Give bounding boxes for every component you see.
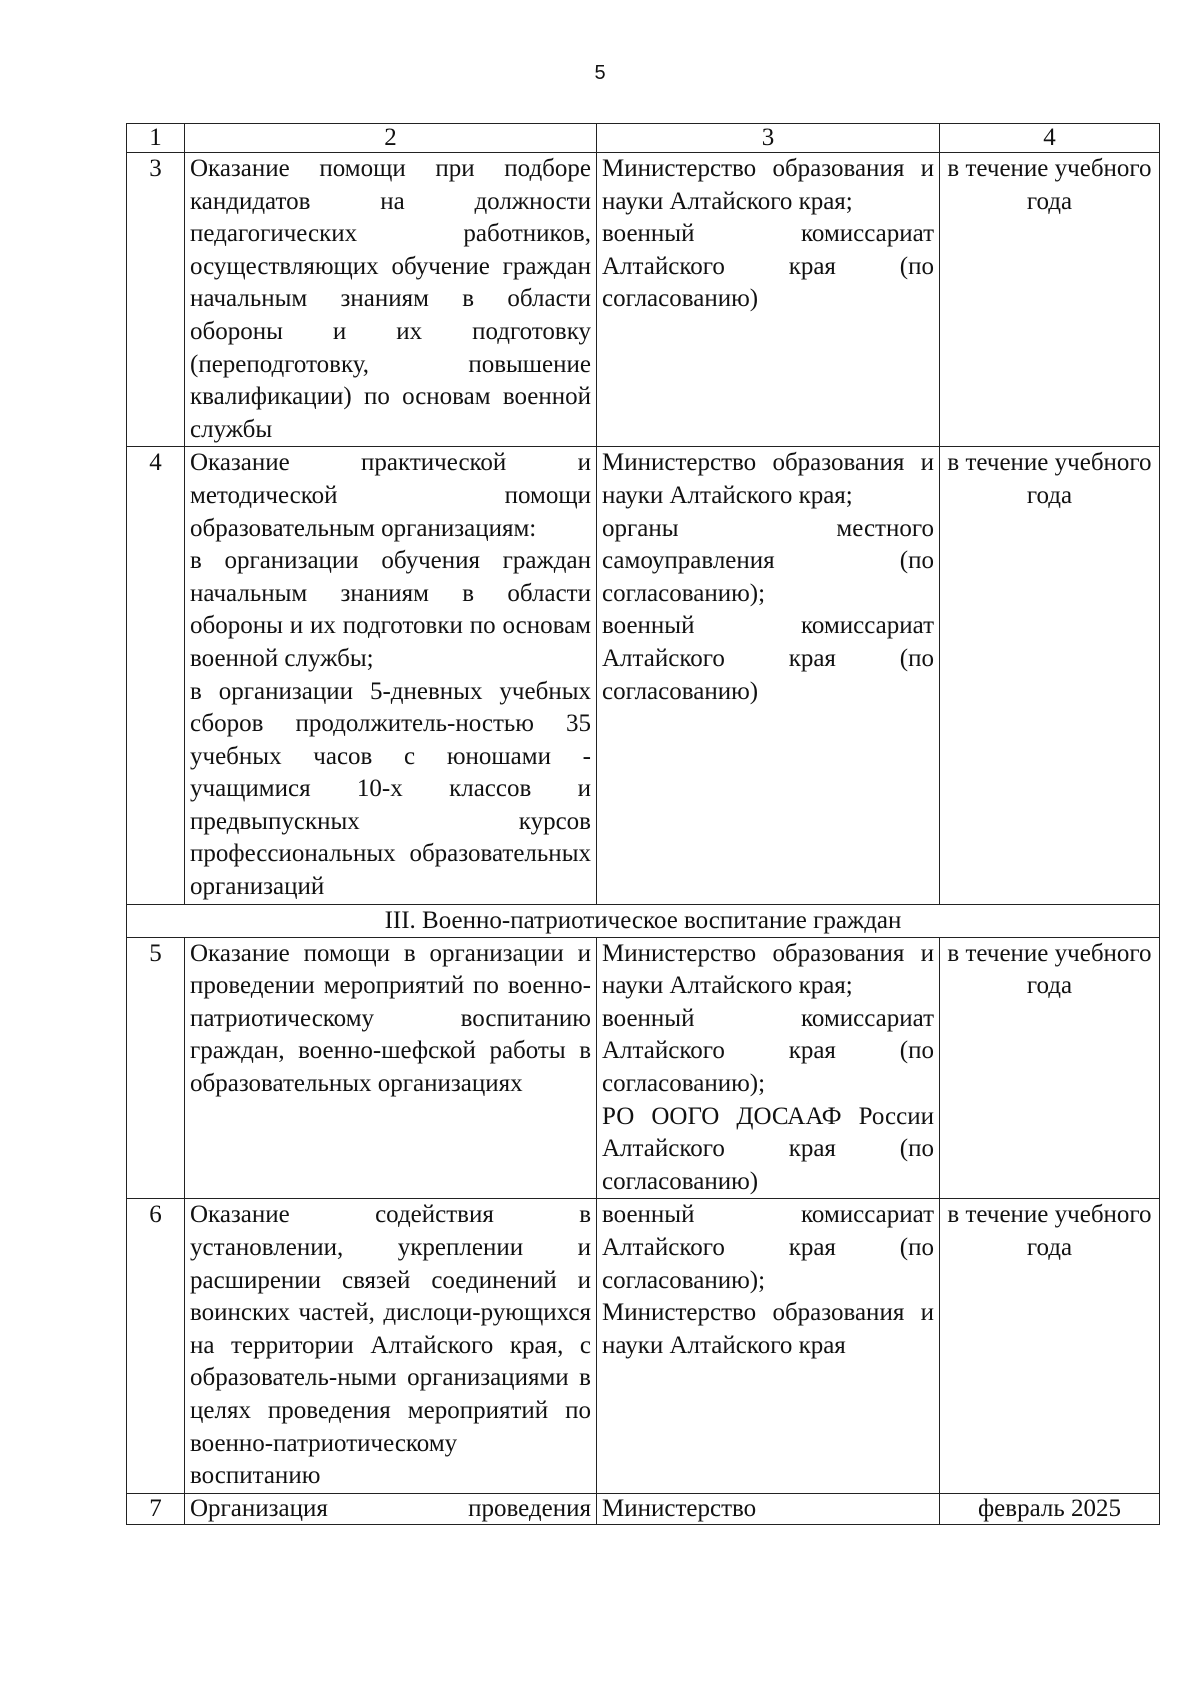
row-number: 6 bbox=[127, 1199, 185, 1493]
executors-cell bbox=[597, 447, 940, 904]
term-cell: в течение учебного года bbox=[940, 1199, 1160, 1493]
section-title: III. Военно-патриотическое воспитание граждан bbox=[127, 904, 1160, 937]
column-number-4: 4 bbox=[940, 124, 1160, 153]
column-number-3: 3 bbox=[597, 124, 940, 153]
action-cell bbox=[185, 153, 597, 447]
executor-line: военный комиссариат Алтайского края (по согласованию) bbox=[602, 612, 934, 705]
column-number-2: 2 bbox=[185, 124, 597, 153]
action-cell bbox=[185, 937, 597, 1199]
action-text: в организации 5-дневных учебных сборов продолжитель-ностью 35 учебных часов с юношами - учащимися 10-х классов и предвыпускных курсов профессиональных образовательных организаций bbox=[190, 677, 591, 901]
executor-line: Министерство образования и науки Алтайского края; bbox=[602, 155, 934, 215]
executor-line: Министерство образования и науки Алтайского края; bbox=[602, 939, 934, 1000]
executor-line: органы местного самоуправления (по согласованию); bbox=[602, 514, 934, 607]
term-cell: в течение учебного года bbox=[940, 447, 1160, 904]
executor-line: РО ООГО ДОСААФ России Алтайского края (по согласованию) bbox=[602, 1102, 934, 1195]
executors-cell bbox=[597, 1199, 940, 1493]
action-cell bbox=[185, 447, 597, 904]
row-number: 7 bbox=[127, 1493, 185, 1524]
action-text: Оказание практической и методической помощи образовательным организациям: bbox=[190, 449, 591, 542]
row-number: 4 bbox=[127, 447, 185, 904]
action-text: Оказание помощи при подборе кандидатов на должности педагогических работников, осуществляющих обучение граждан начальным знаниям в области обороны и их подготовку (переподготовку, повышение квалификации) по основам военной службы bbox=[190, 155, 591, 443]
action-text: Оказание помощи в организации и проведении мероприятий по военно-патриотическому воспитанию граждан, военно-шефской работы в образовательных организациях bbox=[190, 939, 591, 1098]
executor-line: Министерство bbox=[602, 1494, 757, 1522]
table-row bbox=[127, 1493, 1160, 1524]
row-number: 5 bbox=[127, 937, 185, 1199]
executor-line: Министерство образования и науки Алтайского края; bbox=[602, 449, 934, 509]
executors-cell bbox=[597, 153, 940, 447]
action-text: Оказание содействия в установлении, укреплении и расширении связей соединений и воинских частей, дислоци-рующихся на территории Алтайского края, с образователь-ными организациями в целях проведения мероприятий по военно-патриотическому воспитанию bbox=[190, 1201, 591, 1490]
executor-line: военный комиссариат Алтайского края (по согласованию) bbox=[602, 220, 934, 313]
action-cell bbox=[185, 1199, 597, 1493]
page-number: 5 bbox=[594, 62, 606, 84]
executors-cell bbox=[597, 937, 940, 1199]
row-number: 3 bbox=[127, 153, 185, 447]
action-text: в организации обучения граждан начальным знаниям в области обороны и их подготовки по основам военной службы; bbox=[190, 547, 591, 672]
plan-table bbox=[126, 123, 1160, 1525]
table-row bbox=[127, 153, 1160, 447]
executor-line: военный комиссариат Алтайского края (по согласованию); bbox=[602, 1201, 934, 1294]
executors-cell bbox=[597, 1493, 940, 1524]
term-cell: в течение учебного года bbox=[940, 153, 1160, 447]
column-number-1: 1 bbox=[127, 124, 185, 153]
executor-line: Министерство образования и науки Алтайского края bbox=[602, 1299, 934, 1359]
section-header-row bbox=[127, 904, 1160, 937]
action-cell bbox=[185, 1493, 597, 1524]
executor-line: военный комиссариат Алтайского края (по согласованию); bbox=[602, 1004, 934, 1098]
term-cell: в течение учебного года bbox=[940, 937, 1160, 1199]
table-header-row bbox=[127, 124, 1160, 153]
action-text: Организация проведения bbox=[190, 1494, 591, 1522]
table-row bbox=[127, 1199, 1160, 1493]
term-cell: февраль 2025 bbox=[940, 1493, 1160, 1524]
table-row bbox=[127, 937, 1160, 1199]
table-row bbox=[127, 447, 1160, 904]
